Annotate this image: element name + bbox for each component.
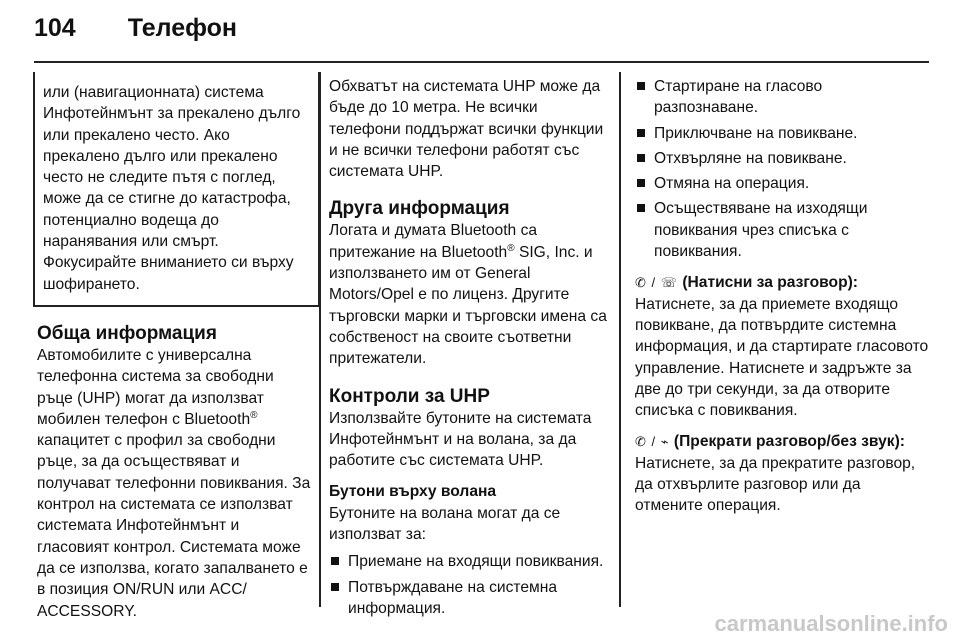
push-to-talk-paragraph xyxy=(635,272,930,421)
paragraph-part: Логата и думата Bluetooth са притежание на Bluetooth xyxy=(329,222,538,261)
paragraph-part: капацитет с профил за свободни ръце, за да осъществяват и получават телефонни повиквания. За контрол на системата се използват системата Инфотейнмънт и гласовият контрол. Системата може да се използва, когато запалването е в позиция ON/RUN или ACC/ ACCESSORY. xyxy=(37,432,311,620)
bullet-icon xyxy=(637,82,645,90)
bullet-icon xyxy=(637,204,645,212)
list-item-text: Приключване на повикване. xyxy=(654,124,858,142)
column-divider-2 xyxy=(619,72,621,607)
watermark: carmanualsonline.info xyxy=(714,611,948,636)
paragraph-part: SIG, Inc. и използването им от General Motors/Opel е по лиценз. Другите търговски марки и търговски имена са собственост на своите съответни притежатели. xyxy=(329,243,607,368)
end-call-label: (Прекрати разговор/без звук): xyxy=(669,433,905,451)
page-number: 104 xyxy=(34,14,76,42)
steering-buttons-paragraph: Бутоните на волана могат да се използват за: xyxy=(329,504,561,544)
range-paragraph: Обхватът на системата UHP може да бъде до 10 метра. Не всички телефони поддържат всички функции и не всички телефони работят със системата UHP. xyxy=(329,78,604,181)
push-to-talk-label: (Натисни за разговор): xyxy=(677,274,858,292)
list-item xyxy=(635,76,930,119)
header-rule xyxy=(34,61,929,63)
bullet-icon xyxy=(637,129,645,137)
uhp-controls-heading: Контроли за UHP xyxy=(329,385,490,407)
bullet-icon xyxy=(331,583,339,591)
phone-end-mute-icon: ✆ / ⌁ xyxy=(635,434,670,450)
list-item xyxy=(635,173,930,194)
registered-mark: ® xyxy=(507,242,515,254)
phone-talk-icon: ✆ / ☏ xyxy=(635,275,678,291)
steering-buttons-heading: Бутони върху волана xyxy=(329,483,497,501)
steering-functions-list-cont xyxy=(635,76,930,262)
trademark-paragraph xyxy=(329,220,609,369)
list-item-text: Осъществяване на изходящи повиквания чрез списъка с повиквания. xyxy=(654,200,868,261)
registered-mark: ® xyxy=(250,409,258,421)
paragraph-part: Автомобилите с универсална телефонна система за свободни ръце (UHP) могат да използват мобилен телефон с Bluetooth xyxy=(37,346,274,428)
list-item-text: Отмяна на операция. xyxy=(654,175,810,193)
bullet-icon xyxy=(637,154,645,162)
warning-box xyxy=(33,72,320,307)
page-title: Телефон xyxy=(127,14,238,42)
list-item xyxy=(635,148,930,169)
push-to-talk-text: Натиснете, за да приемете входящо повикване, да потвърдите системна информация, и да стартирате гласовото управление. Натиснете и задръжте за две до три секунди, за да отворите списъка с повиквания. xyxy=(635,295,929,420)
warning-text: или (навигационната) система Инфотейнмънт за прекалено дълго или прекалено често. Ако прекалено дълго или прекалено често не следите пътя с поглед, може да се стигне до катастрофа, потенциално водеща до наранявания или смърт. Фокусирайте вниманието си върху шофирането. xyxy=(43,84,301,293)
list-item xyxy=(329,577,609,620)
list-item xyxy=(635,123,930,144)
bullet-icon xyxy=(331,557,339,565)
steering-functions-list xyxy=(329,551,609,619)
end-call-paragraph xyxy=(635,431,930,516)
list-item-text: Стартиране на гласово разпознаване. xyxy=(654,78,823,117)
page-header xyxy=(34,14,237,50)
end-call-text: Натиснете, за да прекратите разговор, да отхвърлите разговор или да отмените операция. xyxy=(635,454,916,515)
list-item-text: Потвърждаване на системна информация. xyxy=(348,578,558,617)
column-3 xyxy=(635,76,930,517)
general-info-paragraph xyxy=(37,345,312,622)
column-2 xyxy=(329,76,609,623)
general-info-heading: Обща информация xyxy=(37,322,217,344)
list-item-text: Приемане на входящи повиквания. xyxy=(348,553,604,571)
bullet-icon xyxy=(637,179,645,187)
other-info-heading: Друга информация xyxy=(329,198,510,220)
list-item-text: Отхвърляне на повикване. xyxy=(654,149,847,167)
column-1 xyxy=(37,76,312,622)
list-item xyxy=(329,551,609,572)
list-item xyxy=(635,198,930,262)
uhp-controls-paragraph: Използвайте бутоните на системата Инфотейнмънт и на волана, за да работите със системата UHP. xyxy=(329,409,592,470)
